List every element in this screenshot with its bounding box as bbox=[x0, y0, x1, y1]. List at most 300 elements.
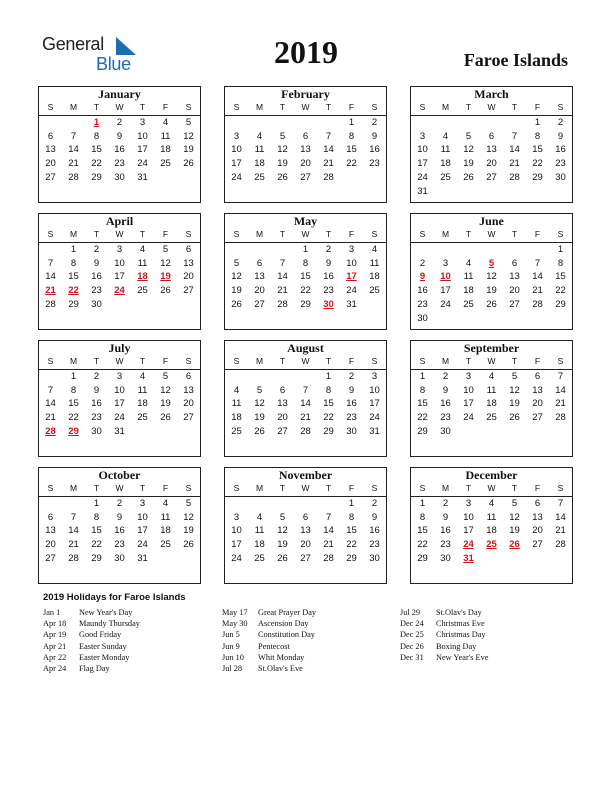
day-cell: 14 bbox=[68, 525, 79, 537]
day-cell: 26 bbox=[254, 425, 265, 437]
empty-day-cell bbox=[411, 566, 434, 580]
day-cell: 10 bbox=[417, 144, 428, 156]
day-cell: 28 bbox=[323, 552, 334, 564]
empty-day-cell bbox=[271, 185, 294, 199]
day-cell: 18 bbox=[486, 525, 497, 537]
empty-day-cell bbox=[317, 312, 340, 326]
week-row bbox=[411, 425, 572, 439]
week-row bbox=[225, 384, 386, 398]
week-row bbox=[225, 270, 386, 284]
holiday-date: Apr 24 bbox=[43, 663, 67, 673]
day-cell: 20 bbox=[45, 158, 56, 170]
day-cell: 7 bbox=[70, 511, 77, 523]
holiday-day-cell: 10 bbox=[440, 271, 451, 283]
empty-day-cell bbox=[154, 185, 177, 199]
day-cell: 2 bbox=[93, 243, 100, 255]
empty-day-cell bbox=[39, 497, 62, 511]
month-december bbox=[410, 467, 573, 584]
weekday-label: M bbox=[255, 483, 264, 493]
week-row bbox=[225, 312, 386, 326]
day-cell: 26 bbox=[277, 171, 288, 183]
day-cell: 17 bbox=[114, 398, 125, 410]
empty-day-cell bbox=[480, 566, 503, 580]
weekday-label: T bbox=[279, 483, 286, 493]
empty-day-cell bbox=[108, 439, 131, 453]
day-cell: 9 bbox=[116, 130, 123, 142]
weekday-label: S bbox=[233, 356, 240, 366]
empty-day-cell bbox=[225, 370, 248, 384]
day-cell: 20 bbox=[300, 158, 311, 170]
day-cell: 26 bbox=[160, 412, 171, 424]
day-cell: 5 bbox=[279, 511, 286, 523]
holiday-item bbox=[400, 629, 580, 640]
day-cell: 14 bbox=[45, 398, 56, 410]
day-cell: 23 bbox=[440, 412, 451, 424]
holiday-date: Dec 25 bbox=[400, 630, 424, 640]
week-row bbox=[225, 116, 386, 130]
day-cell: 7 bbox=[325, 130, 332, 142]
country-name: Faroe Islands bbox=[463, 50, 568, 70]
empty-day-cell bbox=[225, 116, 248, 130]
weekday-label: S bbox=[47, 356, 54, 366]
empty-day-cell bbox=[526, 185, 549, 199]
empty-day-cell bbox=[131, 298, 154, 312]
day-cell: 15 bbox=[417, 398, 428, 410]
day-cell: 4 bbox=[256, 511, 263, 523]
day-cell: 3 bbox=[233, 511, 240, 523]
week-row bbox=[411, 538, 572, 552]
day-cell: 7 bbox=[534, 257, 541, 269]
weekday-label: M bbox=[441, 229, 450, 239]
day-cell: 2 bbox=[371, 497, 378, 509]
empty-day-cell bbox=[177, 552, 200, 566]
empty-day-cell bbox=[248, 243, 271, 257]
holidays-title: 2019 Holidays for Faroe Islands bbox=[43, 592, 186, 603]
day-cell: 9 bbox=[557, 130, 564, 142]
weekday-label: W bbox=[487, 229, 496, 239]
empty-day-cell bbox=[340, 312, 363, 326]
month-title: July bbox=[108, 341, 131, 355]
month-title: August bbox=[287, 341, 324, 355]
day-cell: 24 bbox=[463, 412, 474, 424]
empty-day-cell bbox=[271, 312, 294, 326]
empty-day-cell bbox=[549, 439, 572, 453]
holiday-day-cell: 24 bbox=[463, 539, 474, 551]
day-cell: 15 bbox=[346, 144, 357, 156]
day-cell: 10 bbox=[231, 525, 242, 537]
empty-day-cell bbox=[177, 185, 200, 199]
empty-day-cell bbox=[39, 243, 62, 257]
empty-day-cell bbox=[131, 312, 154, 326]
day-cell: 25 bbox=[369, 285, 380, 297]
day-cell: 6 bbox=[279, 384, 286, 396]
day-cell: 1 bbox=[419, 497, 426, 509]
holiday-name: Great Prayer Day bbox=[258, 608, 317, 617]
weekday-label: T bbox=[93, 356, 100, 366]
weekday-label: M bbox=[441, 483, 450, 493]
logo-text-blue: Blue bbox=[96, 54, 131, 74]
day-cell: 23 bbox=[91, 412, 102, 424]
weekday-label: T bbox=[325, 229, 332, 239]
day-cell: 8 bbox=[348, 130, 355, 142]
empty-day-cell bbox=[317, 497, 340, 511]
day-cell: 10 bbox=[463, 384, 474, 396]
weekday-label: T bbox=[279, 356, 286, 366]
holiday-item bbox=[400, 607, 580, 618]
empty-day-cell bbox=[62, 566, 85, 580]
empty-day-cell bbox=[457, 116, 480, 130]
month-title: November bbox=[278, 468, 333, 482]
day-cell: 18 bbox=[254, 158, 265, 170]
weekday-label: S bbox=[185, 229, 192, 239]
day-cell: 5 bbox=[465, 130, 472, 142]
empty-day-cell bbox=[131, 185, 154, 199]
week-row bbox=[411, 143, 572, 157]
empty-day-cell bbox=[526, 312, 549, 326]
week-row bbox=[411, 185, 572, 199]
empty-day-cell bbox=[271, 243, 294, 257]
day-cell: 1 bbox=[557, 243, 564, 255]
day-cell: 24 bbox=[137, 158, 148, 170]
weekday-label: F bbox=[162, 102, 169, 112]
day-cell: 27 bbox=[45, 552, 56, 564]
week-row bbox=[225, 497, 386, 511]
holiday-item bbox=[222, 663, 402, 674]
day-cell: 28 bbox=[68, 171, 79, 183]
day-cell: 8 bbox=[419, 384, 426, 396]
day-cell: 25 bbox=[137, 412, 148, 424]
day-cell: 15 bbox=[346, 525, 357, 537]
weekday-label: M bbox=[255, 102, 264, 112]
empty-day-cell bbox=[131, 425, 154, 439]
day-cell: 14 bbox=[277, 271, 288, 283]
empty-day-cell bbox=[62, 497, 85, 511]
day-cell: 8 bbox=[70, 257, 77, 269]
empty-day-cell bbox=[363, 312, 386, 326]
week-row bbox=[39, 257, 200, 271]
week-row bbox=[39, 524, 200, 538]
weekday-header bbox=[225, 355, 386, 370]
empty-day-cell bbox=[411, 439, 434, 453]
day-cell: 21 bbox=[532, 285, 543, 297]
day-cell: 26 bbox=[463, 171, 474, 183]
header bbox=[0, 30, 612, 80]
weekday-label: T bbox=[279, 102, 286, 112]
holiday-date: Jun 9 bbox=[222, 641, 240, 651]
week-row bbox=[411, 171, 572, 185]
weekday-label: S bbox=[371, 356, 378, 366]
weekday-label: W bbox=[301, 102, 310, 112]
day-cell: 11 bbox=[137, 384, 148, 396]
empty-day-cell bbox=[248, 497, 271, 511]
empty-day-cell bbox=[62, 312, 85, 326]
empty-day-cell bbox=[62, 185, 85, 199]
day-cell: 12 bbox=[160, 384, 171, 396]
empty-day-cell bbox=[317, 116, 340, 130]
empty-day-cell bbox=[411, 116, 434, 130]
day-cell: 18 bbox=[440, 158, 451, 170]
month-title: June bbox=[479, 214, 504, 228]
day-cell: 22 bbox=[91, 539, 102, 551]
empty-day-cell bbox=[294, 439, 317, 453]
empty-day-cell bbox=[434, 185, 457, 199]
empty-day-cell bbox=[225, 243, 248, 257]
day-cell: 13 bbox=[183, 257, 194, 269]
day-cell: 18 bbox=[369, 271, 380, 283]
day-cell: 22 bbox=[91, 158, 102, 170]
week-row bbox=[411, 552, 572, 566]
day-cell: 24 bbox=[137, 539, 148, 551]
holidays-column bbox=[43, 607, 223, 674]
empty-day-cell bbox=[549, 552, 572, 566]
weekday-label: F bbox=[534, 229, 541, 239]
empty-day-cell bbox=[154, 312, 177, 326]
day-cell: 16 bbox=[440, 398, 451, 410]
day-cell: 26 bbox=[160, 285, 171, 297]
day-cell: 22 bbox=[346, 158, 357, 170]
weekday-label: M bbox=[441, 102, 450, 112]
empty-day-cell bbox=[363, 566, 386, 580]
day-cell: 4 bbox=[488, 370, 495, 382]
week-row bbox=[39, 284, 200, 298]
day-cell: 19 bbox=[231, 285, 242, 297]
day-cell: 12 bbox=[160, 257, 171, 269]
day-cell: 11 bbox=[137, 257, 148, 269]
holiday-item bbox=[43, 652, 223, 663]
week-row bbox=[39, 312, 200, 326]
weekday-label: F bbox=[348, 102, 355, 112]
day-cell: 25 bbox=[254, 552, 265, 564]
day-cell: 22 bbox=[532, 158, 543, 170]
empty-day-cell bbox=[363, 298, 386, 312]
day-cell: 28 bbox=[555, 539, 566, 551]
weekday-label: T bbox=[325, 102, 332, 112]
empty-day-cell bbox=[225, 566, 248, 580]
day-cell: 24 bbox=[231, 552, 242, 564]
day-cell: 14 bbox=[323, 144, 334, 156]
empty-day-cell bbox=[39, 370, 62, 384]
day-cell: 24 bbox=[231, 171, 242, 183]
empty-day-cell bbox=[457, 312, 480, 326]
empty-day-cell bbox=[154, 425, 177, 439]
holiday-date: May 17 bbox=[222, 608, 248, 617]
holiday-date: Apr 19 bbox=[43, 630, 67, 640]
day-cell: 4 bbox=[162, 116, 169, 128]
day-cell: 25 bbox=[254, 171, 265, 183]
day-cell: 9 bbox=[93, 384, 100, 396]
week-row bbox=[411, 116, 572, 130]
empty-day-cell bbox=[225, 439, 248, 453]
day-cell: 29 bbox=[417, 552, 428, 564]
week-row bbox=[411, 511, 572, 525]
empty-day-cell bbox=[480, 185, 503, 199]
empty-day-cell bbox=[131, 566, 154, 580]
weekday-label: T bbox=[511, 356, 518, 366]
week-row bbox=[411, 411, 572, 425]
holiday-item bbox=[43, 629, 223, 640]
holiday-day-cell: 26 bbox=[509, 539, 520, 551]
day-cell: 4 bbox=[233, 384, 240, 396]
holiday-day-cell: 24 bbox=[114, 285, 125, 297]
day-cell: 29 bbox=[532, 171, 543, 183]
week-row bbox=[39, 511, 200, 525]
weekday-label: S bbox=[419, 483, 426, 493]
empty-day-cell bbox=[108, 298, 131, 312]
weekday-label: F bbox=[348, 229, 355, 239]
day-cell: 1 bbox=[419, 370, 426, 382]
day-cell: 12 bbox=[254, 398, 265, 410]
day-cell: 20 bbox=[532, 398, 543, 410]
day-cell: 17 bbox=[463, 525, 474, 537]
day-cell: 2 bbox=[442, 370, 449, 382]
week-row bbox=[39, 384, 200, 398]
week-row bbox=[225, 524, 386, 538]
empty-day-cell bbox=[294, 312, 317, 326]
weekday-header bbox=[225, 482, 386, 497]
day-cell: 17 bbox=[463, 398, 474, 410]
day-cell: 19 bbox=[254, 412, 265, 424]
day-cell: 13 bbox=[486, 144, 497, 156]
week-row bbox=[225, 298, 386, 312]
holiday-name: Christmas Eve bbox=[436, 619, 485, 629]
day-cell: 23 bbox=[555, 158, 566, 170]
empty-day-cell bbox=[503, 312, 526, 326]
weekday-label: T bbox=[279, 229, 286, 239]
week-row bbox=[39, 185, 200, 199]
holiday-day-cell: 5 bbox=[488, 257, 495, 269]
day-cell: 10 bbox=[114, 384, 125, 396]
day-cell: 23 bbox=[440, 539, 451, 551]
empty-day-cell bbox=[363, 439, 386, 453]
day-cell: 19 bbox=[486, 285, 497, 297]
day-cell: 10 bbox=[463, 511, 474, 523]
day-cell: 20 bbox=[532, 525, 543, 537]
day-cell: 24 bbox=[440, 298, 451, 310]
day-cell: 9 bbox=[442, 384, 449, 396]
weekday-label: S bbox=[371, 229, 378, 239]
day-cell: 11 bbox=[486, 384, 497, 396]
weekday-label: W bbox=[115, 483, 124, 493]
empty-day-cell bbox=[131, 439, 154, 453]
day-cell: 13 bbox=[45, 144, 56, 156]
day-cell: 16 bbox=[91, 398, 102, 410]
day-cell: 18 bbox=[231, 412, 242, 424]
week-row bbox=[411, 497, 572, 511]
day-cell: 25 bbox=[160, 539, 171, 551]
holiday-date: Jul 29 bbox=[400, 608, 421, 617]
weekday-label: S bbox=[47, 102, 54, 112]
holiday-day-cell: 29 bbox=[68, 425, 79, 437]
day-cell: 13 bbox=[300, 144, 311, 156]
month-june bbox=[410, 213, 573, 330]
month-july bbox=[38, 340, 201, 457]
week-row bbox=[39, 116, 200, 130]
day-cell: 11 bbox=[231, 398, 242, 410]
empty-day-cell bbox=[549, 185, 572, 199]
day-cell: 22 bbox=[323, 412, 334, 424]
day-cell: 28 bbox=[300, 425, 311, 437]
day-cell: 29 bbox=[417, 425, 428, 437]
day-cell: 3 bbox=[465, 497, 472, 509]
empty-day-cell bbox=[108, 185, 131, 199]
holiday-day-cell: 17 bbox=[346, 271, 357, 283]
empty-day-cell bbox=[457, 243, 480, 257]
day-cell: 16 bbox=[369, 144, 380, 156]
day-cell: 2 bbox=[557, 116, 564, 128]
day-cell: 5 bbox=[511, 370, 518, 382]
holidays-column bbox=[400, 607, 580, 663]
weekday-label: F bbox=[348, 483, 355, 493]
empty-day-cell bbox=[503, 243, 526, 257]
weekday-header bbox=[411, 101, 572, 116]
weekday-label: S bbox=[47, 483, 54, 493]
weekday-header bbox=[225, 228, 386, 243]
holiday-name: New Year's Day bbox=[79, 608, 133, 617]
empty-day-cell bbox=[294, 370, 317, 384]
day-cell: 6 bbox=[47, 511, 54, 523]
day-cell: 6 bbox=[302, 130, 309, 142]
empty-day-cell bbox=[526, 439, 549, 453]
week-row bbox=[225, 425, 386, 439]
holiday-date: Dec 31 bbox=[400, 652, 424, 662]
week-row bbox=[39, 425, 200, 439]
holiday-day-cell: 19 bbox=[160, 271, 171, 283]
day-cell: 19 bbox=[509, 398, 520, 410]
day-cell: 13 bbox=[277, 398, 288, 410]
day-cell: 14 bbox=[509, 144, 520, 156]
day-cell: 29 bbox=[91, 552, 102, 564]
day-cell: 15 bbox=[68, 398, 79, 410]
empty-day-cell bbox=[271, 497, 294, 511]
day-cell: 20 bbox=[183, 398, 194, 410]
weekday-label: S bbox=[419, 102, 426, 112]
holiday-day-cell: 25 bbox=[486, 539, 497, 551]
day-cell: 2 bbox=[419, 257, 426, 269]
day-cell: 27 bbox=[45, 171, 56, 183]
day-cell: 21 bbox=[323, 158, 334, 170]
day-cell: 5 bbox=[162, 370, 169, 382]
empty-day-cell bbox=[85, 566, 108, 580]
day-cell: 9 bbox=[442, 511, 449, 523]
day-cell: 11 bbox=[160, 130, 171, 142]
holiday-date: Apr 21 bbox=[43, 641, 67, 651]
day-cell: 9 bbox=[93, 257, 100, 269]
holiday-name: Flag Day bbox=[79, 663, 110, 673]
holiday-item bbox=[222, 607, 402, 618]
day-cell: 10 bbox=[137, 511, 148, 523]
weekday-label: T bbox=[465, 102, 472, 112]
weekday-label: W bbox=[115, 102, 124, 112]
empty-day-cell bbox=[108, 312, 131, 326]
week-row bbox=[39, 243, 200, 257]
day-cell: 9 bbox=[371, 511, 378, 523]
empty-day-cell bbox=[549, 566, 572, 580]
day-cell: 16 bbox=[346, 398, 357, 410]
day-cell: 25 bbox=[160, 158, 171, 170]
day-cell: 5 bbox=[233, 257, 240, 269]
empty-day-cell bbox=[177, 425, 200, 439]
day-cell: 20 bbox=[183, 271, 194, 283]
day-cell: 2 bbox=[348, 370, 355, 382]
weekday-label: M bbox=[69, 356, 78, 366]
empty-day-cell bbox=[177, 171, 200, 185]
empty-day-cell bbox=[457, 185, 480, 199]
day-cell: 20 bbox=[300, 539, 311, 551]
day-cell: 1 bbox=[93, 497, 100, 509]
empty-day-cell bbox=[340, 171, 363, 185]
day-cell: 19 bbox=[183, 144, 194, 156]
day-cell: 16 bbox=[440, 525, 451, 537]
